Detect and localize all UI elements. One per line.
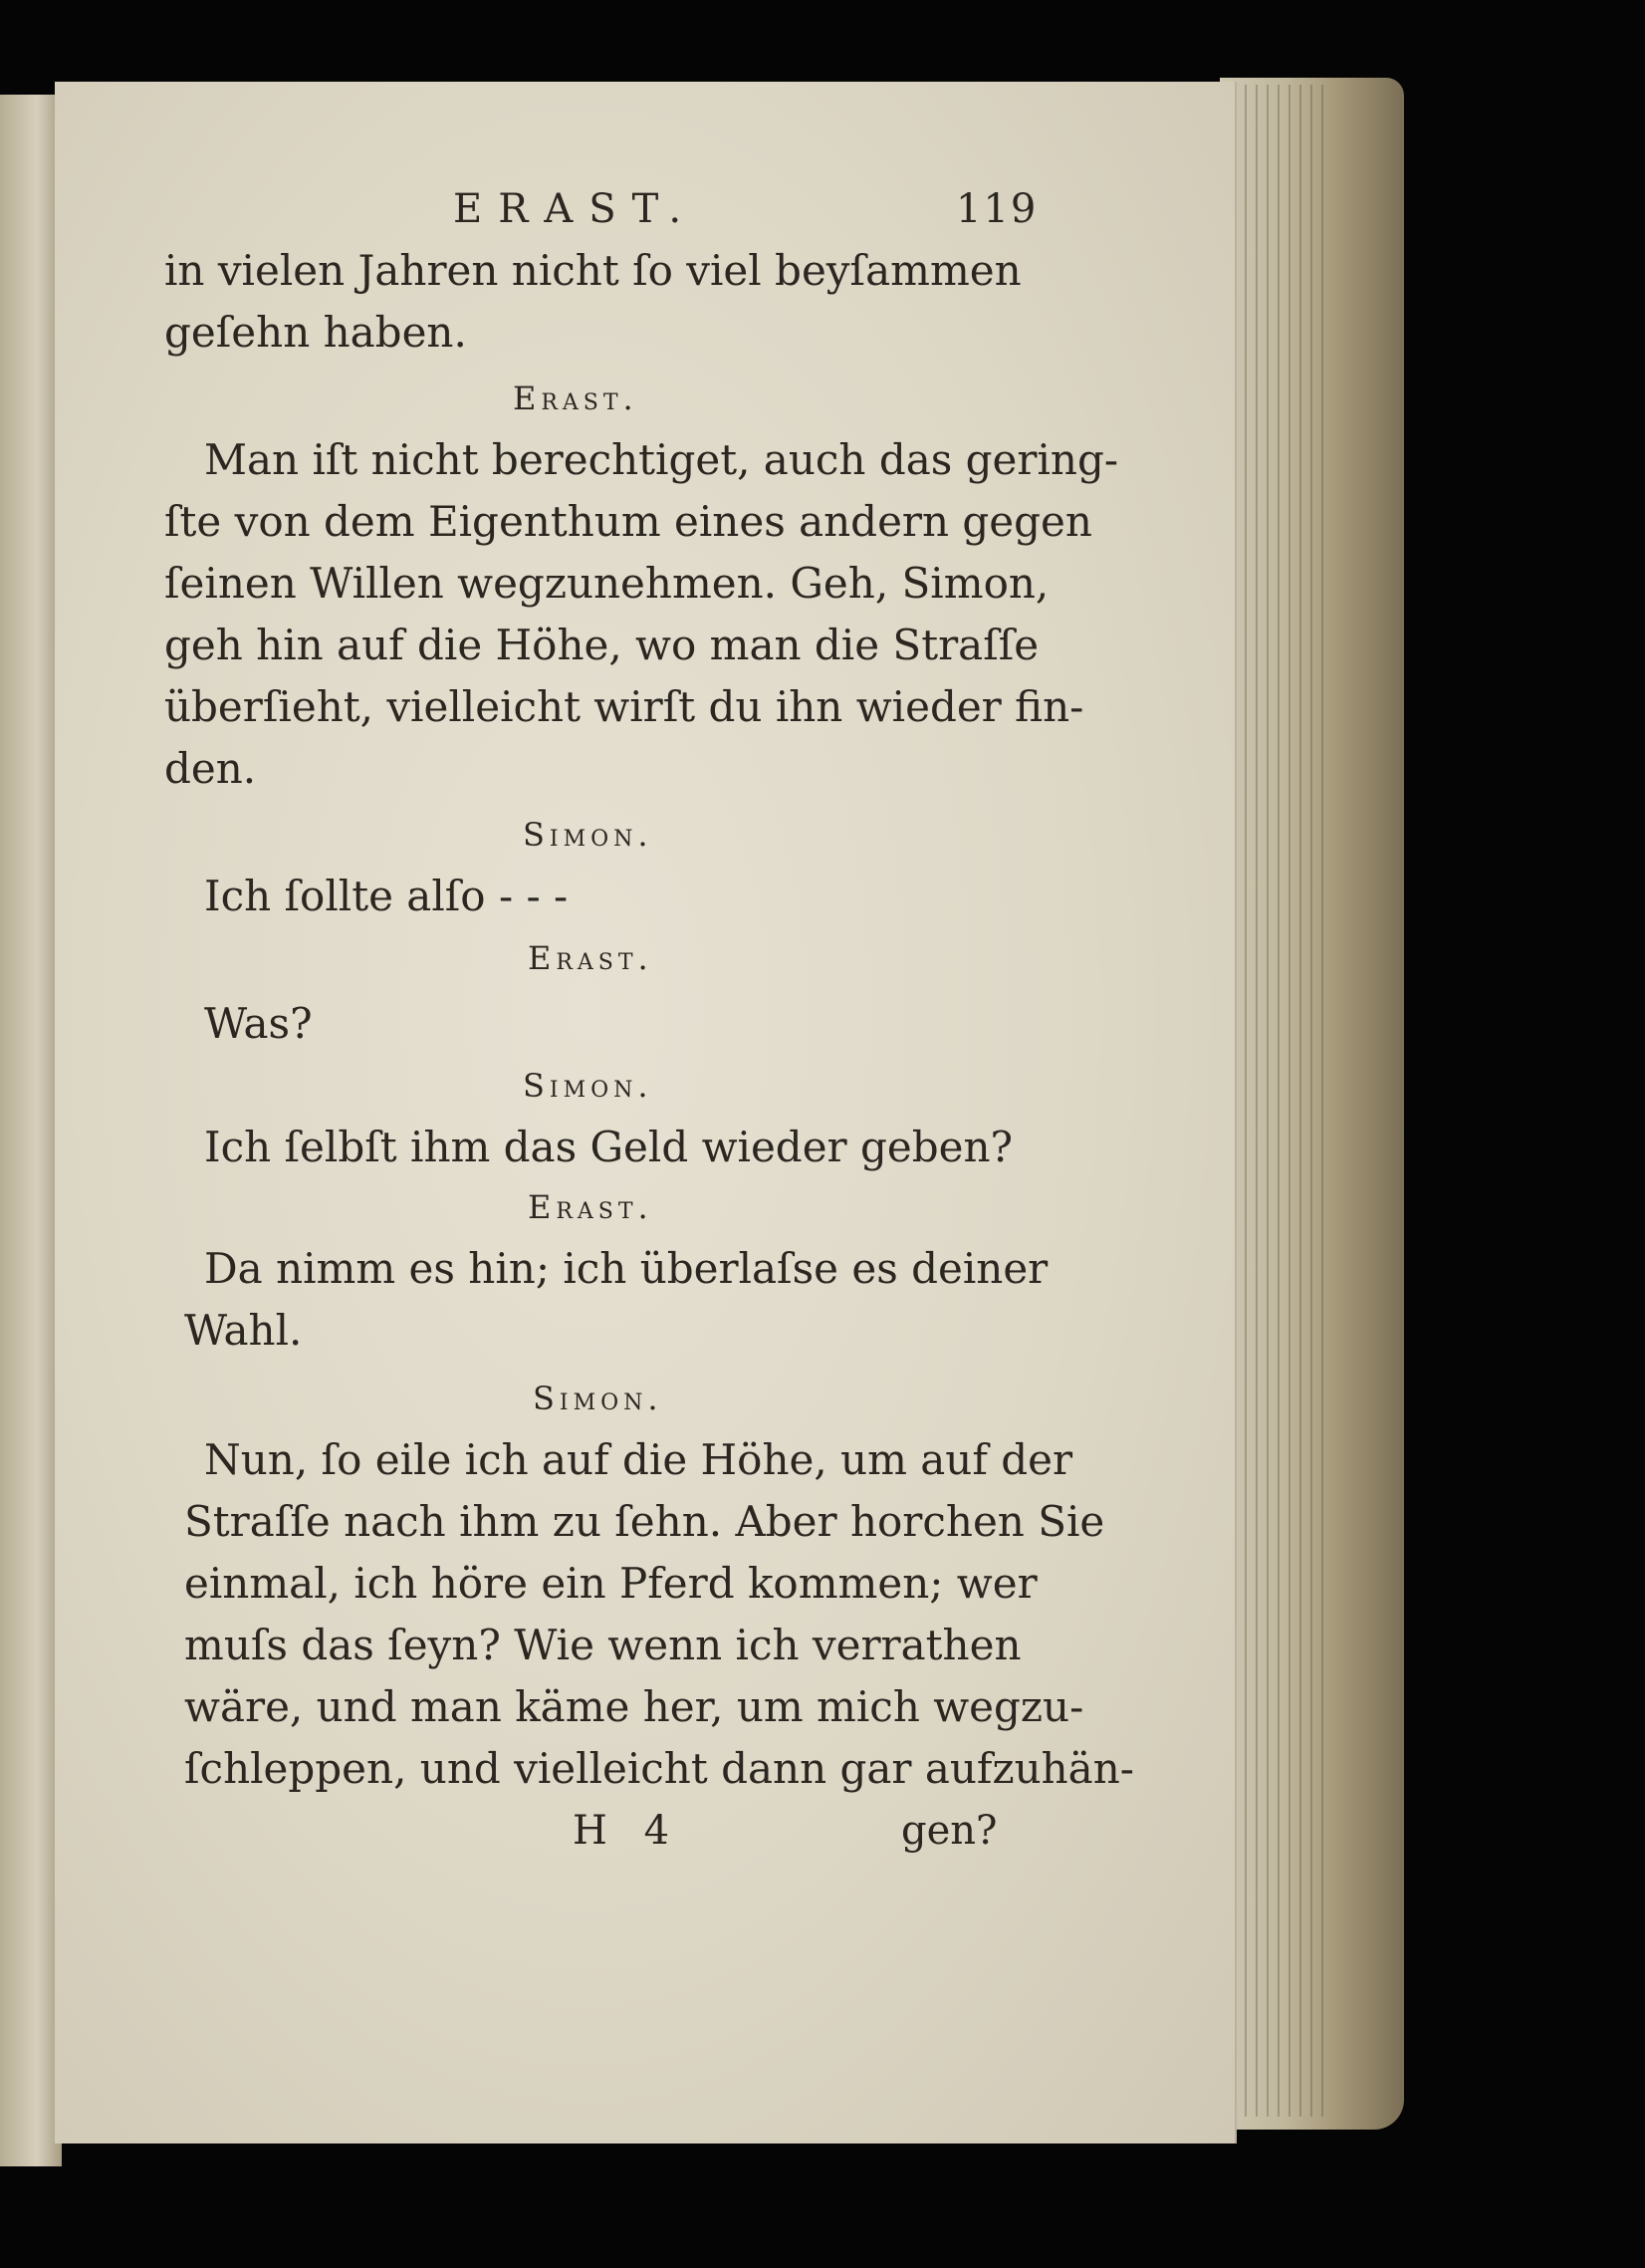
text-line: ſte von dem Eigenthum eines andern gegen bbox=[164, 497, 1092, 546]
text-line: Was? bbox=[204, 999, 313, 1048]
text-line: Da nimm es hin; ich überlaſse es deiner bbox=[204, 1244, 1049, 1293]
text-line: Ich ſelbſt ihm das Geld wieder geben? bbox=[204, 1123, 1014, 1171]
speaker-heading: Erast. bbox=[528, 939, 653, 977]
text-line: Man iſt nicht berechtiget, auch das gering- bbox=[204, 435, 1119, 484]
text-line: geſehn haben. bbox=[164, 308, 467, 357]
signature-mark: H 4 bbox=[573, 1808, 682, 1854]
text-line: wäre, und man käme her, um mich wegzu- bbox=[184, 1682, 1084, 1731]
text-line: geh hin auf die Höhe, wo man die Straſſe bbox=[164, 621, 1040, 669]
catchword: gen? bbox=[901, 1808, 998, 1854]
speaker-heading: Simon. bbox=[523, 1067, 653, 1105]
text-line: Ich ſollte alſo - - - bbox=[204, 872, 569, 920]
speaker-heading: Erast. bbox=[528, 1188, 653, 1226]
page-number: 119 bbox=[956, 186, 1039, 232]
book-page bbox=[55, 82, 1237, 2143]
text-line: Wahl. bbox=[184, 1306, 303, 1355]
speaker-heading: Simon. bbox=[533, 1380, 663, 1417]
page-stack-lines bbox=[1245, 85, 1324, 2117]
text-line: ſchleppen, und vielleicht dann gar aufzuhän- bbox=[184, 1744, 1134, 1793]
speaker-heading: Erast. bbox=[513, 379, 638, 417]
text-line: überſieht, vielleicht wirſt du ihn wieder fin- bbox=[164, 682, 1084, 731]
text-line: Straſſe nach ihm zu ſehn. Aber horchen Sie bbox=[184, 1497, 1105, 1546]
text-line: den. bbox=[164, 744, 257, 793]
speaker-heading: Simon. bbox=[523, 816, 653, 854]
text-line: Nun, ſo eile ich auf die Höhe, um auf der bbox=[204, 1435, 1073, 1484]
facing-page-edge bbox=[0, 95, 62, 2166]
text-line: einmal, ich höre ein Pferd kommen; wer bbox=[184, 1559, 1038, 1608]
text-line: in vielen Jahren nicht ſo viel beyſammen bbox=[164, 246, 1022, 295]
text-line: ſeinen Willen wegzunehmen. Geh, Simon, bbox=[164, 559, 1050, 608]
text-line: muſs das ſeyn? Wie wenn ich verrathen bbox=[184, 1621, 1022, 1669]
running-title: ERAST. bbox=[453, 186, 698, 232]
